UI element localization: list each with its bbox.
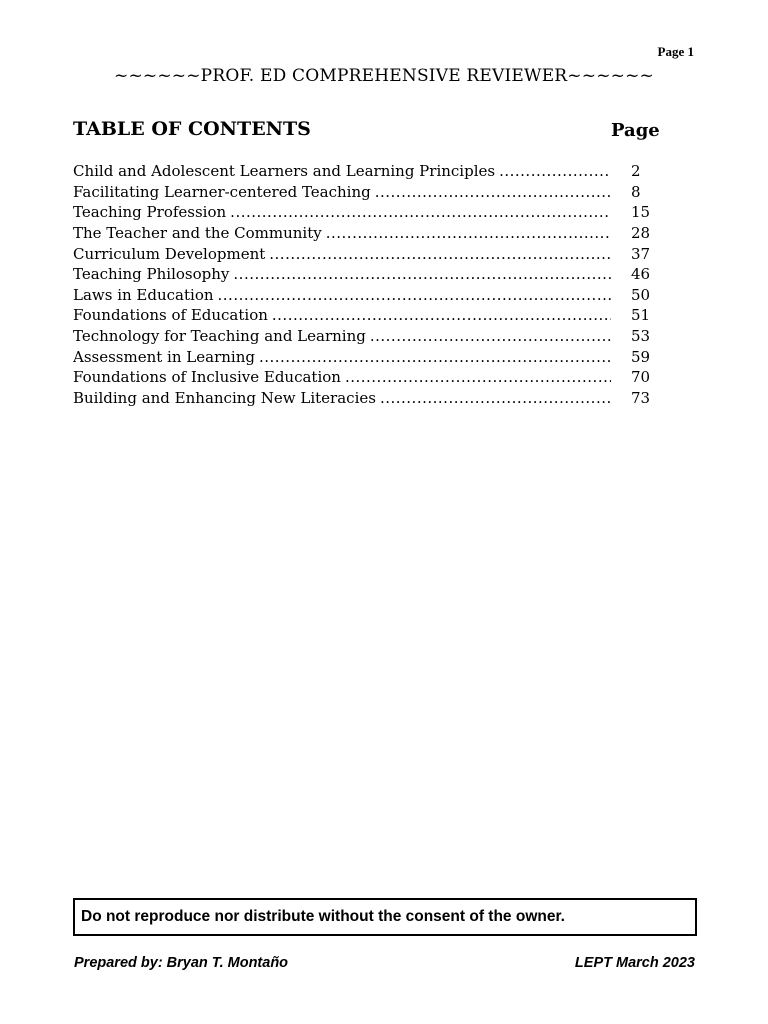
toc-entry-page: 59	[631, 347, 651, 366]
toc-entry	[73, 285, 673, 306]
toc-entry-page: 51	[631, 306, 651, 325]
toc-entry-page: 46	[631, 265, 651, 284]
toc-entry	[73, 305, 673, 326]
footer-author: Prepared by: Bryan T. Montaño	[74, 955, 289, 971]
toc-leader-dots	[255, 348, 611, 366]
toc-entry	[73, 367, 673, 388]
toc-leader-dots	[322, 224, 611, 242]
toc-leader-dots	[265, 245, 611, 263]
toc-entry	[73, 182, 673, 203]
toc-entry	[73, 264, 673, 285]
toc-page-column-heading: Page	[611, 120, 660, 141]
toc-entry-title: Foundations of Education	[73, 306, 268, 325]
toc-entry-title: Teaching Philosophy	[73, 265, 230, 284]
toc-entry-title: Facilitating Learner-centered Teaching	[73, 182, 371, 201]
toc-entry-page: 2	[631, 162, 641, 181]
toc-leader-dots	[376, 389, 611, 407]
copyright-notice-text: Do not reproduce nor distribute without the consent of the owner.	[81, 908, 565, 925]
toc-leader-dots	[229, 265, 611, 283]
toc-entry-title: Child and Adolescent Learners and Learning Principles	[73, 162, 496, 181]
toc-leader-dots	[495, 162, 611, 180]
toc-entry-title: Teaching Profession	[73, 203, 227, 222]
toc-list	[73, 161, 673, 408]
toc-entry	[73, 161, 673, 182]
toc-entry-title: Curriculum Development	[73, 244, 266, 263]
toc-entry-title: Foundations of Inclusive Education	[73, 368, 341, 387]
toc-entry-title: Building and Enhancing New Literacies	[73, 388, 376, 407]
toc-leader-dots	[226, 203, 611, 221]
toc-entry	[73, 223, 673, 244]
toc-entry-title: The Teacher and the Community	[73, 224, 322, 243]
toc-entry	[73, 346, 673, 367]
toc-heading: TABLE OF CONTENTS	[73, 118, 311, 140]
toc-entry-page: 15	[631, 203, 651, 222]
toc-entry-page: 28	[631, 224, 651, 243]
copyright-notice-box	[73, 898, 697, 936]
toc-entry-page: 70	[631, 368, 651, 387]
toc-leader-dots	[371, 183, 611, 201]
page-number: Page 1	[657, 44, 694, 59]
toc-leader-dots	[341, 368, 611, 386]
toc-leader-dots	[214, 286, 611, 304]
toc-entry-page: 73	[631, 388, 651, 407]
toc-entry	[73, 326, 673, 347]
toc-entry	[73, 202, 673, 223]
toc-entry	[73, 243, 673, 264]
toc-entry-title: Assessment in Learning	[73, 347, 255, 366]
footer-exam-label: LEPT March 2023	[574, 955, 695, 971]
toc-entry	[73, 388, 673, 409]
toc-entry-title: Technology for Teaching and Learning	[73, 327, 366, 346]
toc-entry-title: Laws in Education	[73, 285, 214, 304]
document-title: ~~~~~~PROF. ED COMPREHENSIVE REVIEWER~~~~~~	[114, 66, 654, 86]
toc-entry-page: 8	[631, 182, 641, 201]
toc-entry-page: 50	[631, 285, 651, 304]
toc-entry-page: 37	[631, 244, 651, 263]
toc-entry-page: 53	[631, 327, 651, 346]
toc-leader-dots	[268, 306, 611, 324]
toc-leader-dots	[366, 327, 611, 345]
